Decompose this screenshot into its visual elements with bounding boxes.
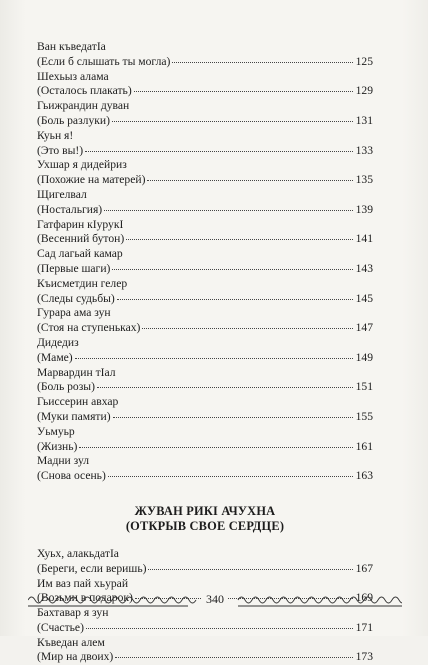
toc-entry-title: Къисметдин гелер — [37, 276, 128, 290]
toc-entry-subtitle-line — [37, 621, 373, 636]
toc-entry-subtitle-line — [37, 262, 373, 277]
toc-entry-title: Щигелвал — [37, 187, 87, 201]
toc-entry — [37, 395, 373, 425]
toc-entry — [37, 454, 373, 484]
dot-leader — [79, 446, 353, 448]
dot-leader — [126, 238, 353, 240]
toc-entry-title: Гатфарин кӀурукӀ — [37, 217, 124, 231]
dot-leader — [142, 327, 353, 329]
toc-entry-page: 147 — [355, 321, 373, 335]
toc-entry — [37, 188, 373, 218]
toc-entry-subtitle-line — [37, 84, 373, 99]
toc-entry-page: 145 — [355, 291, 373, 305]
toc-entry-title: Къведан алем — [37, 635, 105, 649]
dot-leader — [97, 386, 353, 388]
dot-leader — [115, 656, 353, 658]
toc-entry-subtitle: (Боль разлуки) — [37, 113, 110, 127]
toc-entry-title-line — [37, 454, 373, 469]
toc-entry-subtitle-line — [37, 562, 373, 577]
page-number: 340 — [202, 591, 228, 607]
toc-entry-title-line — [37, 636, 373, 651]
toc-entry-page: 143 — [355, 261, 373, 275]
dot-leader — [147, 179, 353, 181]
toc-entry-subtitle-line — [37, 144, 373, 159]
toc-entry-subtitle-line — [37, 380, 373, 395]
toc-entry-page: 155 — [355, 409, 373, 423]
section-title-line-1: ЖУВАН РИКӀ АЧУХНА — [134, 503, 276, 518]
toc-entry-page: 131 — [355, 113, 373, 127]
dot-leader — [117, 298, 353, 300]
toc-entry-title: Уьмуьр — [37, 424, 75, 438]
toc-entry-subtitle: (Снова осень) — [37, 469, 106, 483]
toc-entry-page: 133 — [355, 143, 373, 157]
toc-entry-title: Им ваз пай хьурай — [37, 576, 129, 590]
toc-entry-subtitle-line — [37, 292, 373, 307]
toc-entry-title: Гьижрандин дуван — [37, 99, 130, 113]
toc-entry-title: Марвардин тӀал — [37, 365, 116, 379]
toc-entry-subtitle: (Стоя на ступеньках) — [37, 321, 141, 335]
toc-entry-title-line — [37, 425, 373, 440]
dot-leader — [148, 568, 353, 570]
toc-entry-title-line — [37, 306, 373, 321]
toc-entry-page: 141 — [355, 232, 373, 246]
toc-entry-subtitle-line — [37, 440, 373, 455]
toc-entry — [37, 336, 373, 366]
toc-entry-subtitle: (Если б слышать ты могла) — [37, 54, 171, 68]
toc-entry-subtitle: (Следы судьбы) — [37, 291, 115, 305]
toc-entry-subtitle: (Мир на двоих) — [37, 650, 114, 664]
toc-entry-title: Куьн я! — [37, 128, 74, 142]
toc-entry-subtitle-line — [37, 410, 373, 425]
toc-entry — [37, 158, 373, 188]
toc-list-1 — [37, 40, 373, 484]
dot-leader — [134, 90, 353, 92]
toc-entry-subtitle-line — [37, 114, 373, 129]
toc-entry-subtitle: (Боль розы) — [37, 380, 95, 394]
toc-entry — [37, 366, 373, 396]
toc-entry-title-line — [37, 336, 373, 351]
toc-entry — [37, 306, 373, 336]
toc-entry-title-line — [37, 366, 373, 381]
toc-entry-page: 167 — [355, 561, 373, 575]
dot-leader — [104, 209, 353, 211]
toc-entry-subtitle-line — [37, 55, 373, 70]
toc-entry-title-line — [37, 247, 373, 262]
toc-entry-page: 139 — [355, 202, 373, 216]
dot-leader — [86, 627, 353, 629]
dot-leader — [108, 475, 353, 477]
toc-entry — [37, 425, 373, 455]
toc-entry-title-line — [37, 395, 373, 410]
toc-entry-title-line — [37, 129, 373, 144]
toc-entry — [37, 70, 373, 100]
dot-leader — [85, 150, 353, 152]
page-footer — [28, 591, 402, 609]
toc-entry-title: Гьиссерин авхар — [37, 395, 119, 409]
toc-entry — [37, 129, 373, 159]
toc-entry-title: Гурара ама зун — [37, 306, 111, 320]
toc-entry — [37, 636, 373, 665]
toc-entry-page: 163 — [355, 469, 373, 483]
toc-entry-page: 135 — [355, 173, 373, 187]
toc-entry — [37, 277, 373, 307]
toc-entry-page: 151 — [355, 380, 373, 394]
toc-entry-title-line — [37, 40, 373, 55]
toc-entry-title: Ухшар я дидейриз — [37, 158, 127, 172]
toc-entry-title-line — [37, 99, 373, 114]
toc-entry-title: Бахтавар я зун — [37, 606, 109, 620]
dot-leader — [112, 268, 353, 270]
toc-entry-subtitle: (Первые шаги) — [37, 261, 111, 275]
toc-entry-subtitle: (Это вы!) — [37, 143, 84, 157]
toc-entry-subtitle: (Муки памяти) — [37, 409, 111, 423]
toc-entry-page: 161 — [355, 439, 373, 453]
toc-entry-subtitle: (Похожие на матерей) — [37, 173, 146, 187]
toc-entry-subtitle: (Счастье) — [37, 620, 84, 634]
toc-entry-title-line — [37, 70, 373, 85]
toc-entry-title-line — [37, 218, 373, 233]
toc-entry-title-line — [37, 188, 373, 203]
toc-entry-subtitle-line — [37, 203, 373, 218]
toc-entry — [37, 40, 373, 70]
toc-entry — [37, 218, 373, 248]
toc-entry-title: Хуьх, алакьдатӀа — [37, 546, 119, 560]
toc-entry-subtitle-line — [37, 650, 373, 665]
toc-entry-subtitle: (Маме) — [37, 350, 73, 364]
toc-entry-title-line — [37, 577, 373, 592]
dot-leader — [113, 416, 353, 418]
toc-entry-title-line — [37, 547, 373, 562]
toc-entry — [37, 247, 373, 277]
toc-entry-page: 173 — [355, 650, 373, 664]
toc-entry — [37, 606, 373, 636]
toc-entry-subtitle: (Весенний бутон) — [37, 232, 125, 246]
toc-entry-subtitle-line — [37, 321, 373, 336]
toc-entry-title: Сад лагьай камар — [37, 247, 123, 261]
section-title-line-2: (ОТКРЫВ СВОЕ СЕРДЦЕ) — [125, 519, 285, 534]
toc-entry-subtitle: (Жизнь) — [37, 439, 78, 453]
section-title — [37, 504, 373, 535]
toc-entry-title-line — [37, 158, 373, 173]
toc-entry-subtitle-line — [37, 469, 373, 484]
toc-entry — [37, 547, 373, 577]
toc-entry — [37, 99, 373, 129]
toc-entry-page: 125 — [355, 54, 373, 68]
table-of-contents — [37, 40, 373, 665]
toc-entry-page: 169 — [355, 591, 373, 605]
toc-entry-subtitle: (Осталось плакать) — [37, 84, 132, 98]
toc-entry-page: 129 — [355, 84, 373, 98]
toc-entry-subtitle-line — [37, 351, 373, 366]
toc-entry-subtitle-line — [37, 232, 373, 247]
dot-leader — [172, 61, 353, 63]
toc-entry-subtitle: (Возьми в подарок) — [37, 591, 133, 605]
dot-leader — [112, 120, 353, 122]
toc-entry-title: Шехьыз алама — [37, 69, 109, 83]
toc-entry-subtitle: (Береги, если веришь) — [37, 561, 147, 575]
toc-entry-title: Мадни зул — [37, 454, 90, 468]
toc-entry-subtitle: (Ностальгия) — [37, 202, 103, 216]
dot-leader — [75, 357, 353, 359]
toc-entry-title: Дидедиз — [37, 335, 79, 349]
toc-entry-page: 149 — [355, 350, 373, 364]
toc-entry-title-line — [37, 277, 373, 292]
toc-entry-title: Ван къведатӀа — [37, 40, 106, 53]
toc-entry-page: 171 — [355, 620, 373, 634]
toc-entry-subtitle-line — [37, 173, 373, 188]
